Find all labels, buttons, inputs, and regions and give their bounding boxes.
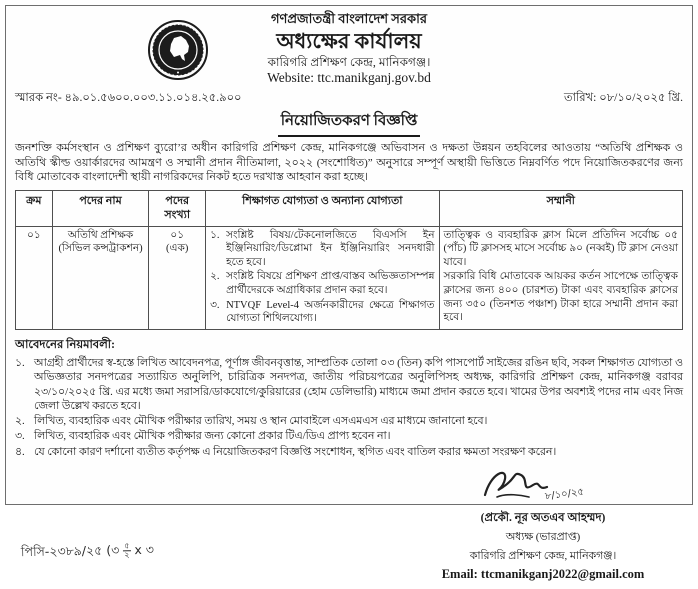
- print-code-note: পিসি-২৩৮৯/২৫ (৩ $\frac{৫}{২}$ x ৩: [20, 541, 155, 560]
- col-header-serial: ক্রম: [16, 190, 53, 226]
- rule-item: ১. আগ্রহী প্রার্থীদের স্ব-হস্তে লিখিত আবেদনপত্র, পূর্ণাঙ্গ জীবনবৃত্তান্ত, সাম্প্রতিক তোলা ০৩ (তিন) কপি পাসপোর্ট সাইজের রঙিন ছবি, সকল শিক্ষাগত যোগ্যতা ও অভিজ্ঞতার সনদপত্রের সত্যায়িত অনুলিপি, চারিত্রিক সনদপত্র, জাতীয় পরিচয়পত্রের অনুলিপিসহ অধ্যক্ষ, কারিগরি প্রশিক্ষণ কেন্দ্র, মানিকগঞ্জ বরাবর ২৩/১০/২০২৫ খ্রি. এর মধ্যে জমা সরাসরি/ডাকযোগে/কুরিয়ারের (হোম ডেলিভারি) মাধ্যমে জমা প্রদান করতে হবে। খামের উপর অবশ্যই পদের নাম এবং নিজ জেলা উল্লেখ করতে হবে।: [15, 357, 683, 412]
- rule-item: ৩. লিখিত, ব্যবহারিক এবং মৌখিক পরীক্ষার জন্য কোনো প্রকার টিএ/ডিএ প্রাপ্য হবেন না।: [15, 430, 391, 443]
- cell-qualifications: [206, 226, 439, 329]
- signature-block: [417, 461, 669, 582]
- notice-title: নিয়োজিতকরণ বিজ্ঞপ্তি: [278, 109, 421, 137]
- office-name: অধ্যক্ষের কার্যালয়: [276, 29, 422, 54]
- col-header-post: পদের নাম: [52, 190, 149, 226]
- memo-number: স্মারক নং- ৪৯.০১.৫৬০০.০০৩.১১.০১৪.২৫.৯০০: [15, 92, 242, 105]
- website-line: Website: ttc.manikganj.gov.bd: [267, 69, 431, 85]
- intro-paragraph: জনশক্তি কর্মসংস্থান ও প্রশিক্ষণ ব্যুরো’র অধীন কারিগরি প্রশিক্ষণ কেন্দ্র, মানিকগঞ্জে অভিবাসন ও দক্ষতা উন্নয়ন তহবিলের আওতায় “অতিথি প্রশিক্ষক ও অতিথি স্কীল্ড ওয়ার্কারদের আমন্ত্রণ ও সম্মানী প্রদান নীতিমালা, ২০২২ (সংশোধিত)” অনুসারে সম্পূর্ণ অস্থায়ী ভিত্তিতে নিম্নবর্ণিত পদে নিয়োজিতকরণের জন্য বিধি মোতাবেক বাংলাদেশী স্থায়ী নাগরিকদের নিকট হতে দরখাস্ত আহবান করা হচ্ছে।: [15, 142, 683, 184]
- qualification-item: ২. সংশ্লিষ্ট বিষয়ে প্রশিক্ষণ প্রাপ্ত/বাস্তব অভিজ্ঞতাসম্পন্ন প্রার্থীদেরকে অগ্রাধিকার প্রদান করা হবে।: [210, 271, 435, 297]
- print-code-fraction: $\frac{৫}{২}$: [124, 541, 130, 560]
- bangladesh-government-seal-icon: [147, 19, 209, 81]
- table-row: [16, 226, 683, 329]
- cell-honorarium: তাত্ত্বিক ও ব্যবহারিক ক্লাস মিলে প্রতিদিন সর্বোচ্চ ০৫ (পাঁচ) টি ক্লাসসহ মাসে সর্বোচ্চ ৯০ (নব্বই) টি ক্লাস নেওয়া যাবে। সরকারি বিধি মোতাবেক আয়কর কর্তন সাপেক্ষে তাত্ত্বিক ক্লাসের জন্য ৪০০ (চারশত) টাকা এবং ব্যবহারিক ক্লাসের জন্য ৩৫০ (তিনশত পঞ্চাশ) টাকা হারে সম্মানী প্রদান করা হবে।: [439, 226, 682, 329]
- qualification-item: ১. সংশ্লিষ্ট বিষয়/টেকনোলজিতে বিএসসি ইন ইঞ্জিনিয়ারিং/ডিপ্লোমা ইন ইঞ্জিনিয়ারিং সনদধারী হতে হবে।: [210, 229, 435, 268]
- document-footer: [15, 461, 683, 589]
- signature-date: ৮/১০/২৫: [544, 486, 585, 503]
- signatory-name: (প্রকৌ. নূর অতএব আহম্মদ): [480, 511, 606, 524]
- col-header-honorarium: সম্মানী: [439, 190, 682, 226]
- memo-row: [15, 89, 683, 108]
- rules-list: [15, 356, 683, 459]
- rule-item: ২. লিখিত, ব্যবহারিক এবং মৌখিক পরীক্ষার তারিখ, সময় ও স্থান মোবাইলে এসএমএস এর মাধ্যমে জানানো হবে।: [15, 415, 488, 427]
- rules-heading: আবেদনের নিয়মাবলী:: [15, 339, 115, 351]
- center-name: কারিগরি প্রশিক্ষণ কেন্দ্র, মানিকগঞ্জ।: [267, 54, 431, 69]
- signatory-org: কারিগরি প্রশিক্ষণ কেন্দ্র, মানিকগঞ্জ।: [469, 549, 617, 562]
- signatory-title: অধ্যক্ষ (ভারপ্রাপ্ত): [505, 530, 581, 543]
- rule-item: ৪. যে কোনো কারণ দর্শানো ব্যতীত কর্তৃপক্ষ এ নিয়োজিতকরণ বিজ্ঞপ্তি সংশোধন, স্থগিত এবং বাতিল করার ক্ষমতা সংরক্ষণ করেন।: [15, 445, 557, 458]
- vacancy-table: [15, 190, 683, 330]
- letterhead: [15, 11, 683, 86]
- document-frame: [5, 5, 693, 581]
- signature-scribble-icon: [417, 461, 669, 509]
- col-header-count: পদের সংখ্যা: [149, 190, 206, 226]
- col-header-qualification: শিক্ষাগত যোগ্যতা ও অন্যান্য যোগ্যতা: [206, 190, 439, 226]
- cell-serial: ০১: [16, 226, 53, 329]
- government-name: গণপ্রজাতন্ত্রী বাংলাদেশ সরকার: [270, 11, 428, 26]
- cell-vacancy-count: ০১ (এক): [149, 226, 206, 329]
- cell-post-name: অতিথি প্রশিক্ষক (সিভিল কন্সট্রাকশন): [52, 226, 149, 329]
- qualification-item: ৩. NTVQF Level-4 অর্জনকারীদের ক্ষেত্রে শিক্ষাগত যোগ্যতা শিথিলযোগ্য।: [210, 299, 435, 325]
- memo-date: তারিখ: ০৮/১০/২০২৫ খ্রি.: [564, 92, 683, 105]
- contact-email: Email: ttcmanikganj2022@gmail.com: [441, 566, 645, 581]
- table-header-row: [16, 190, 683, 226]
